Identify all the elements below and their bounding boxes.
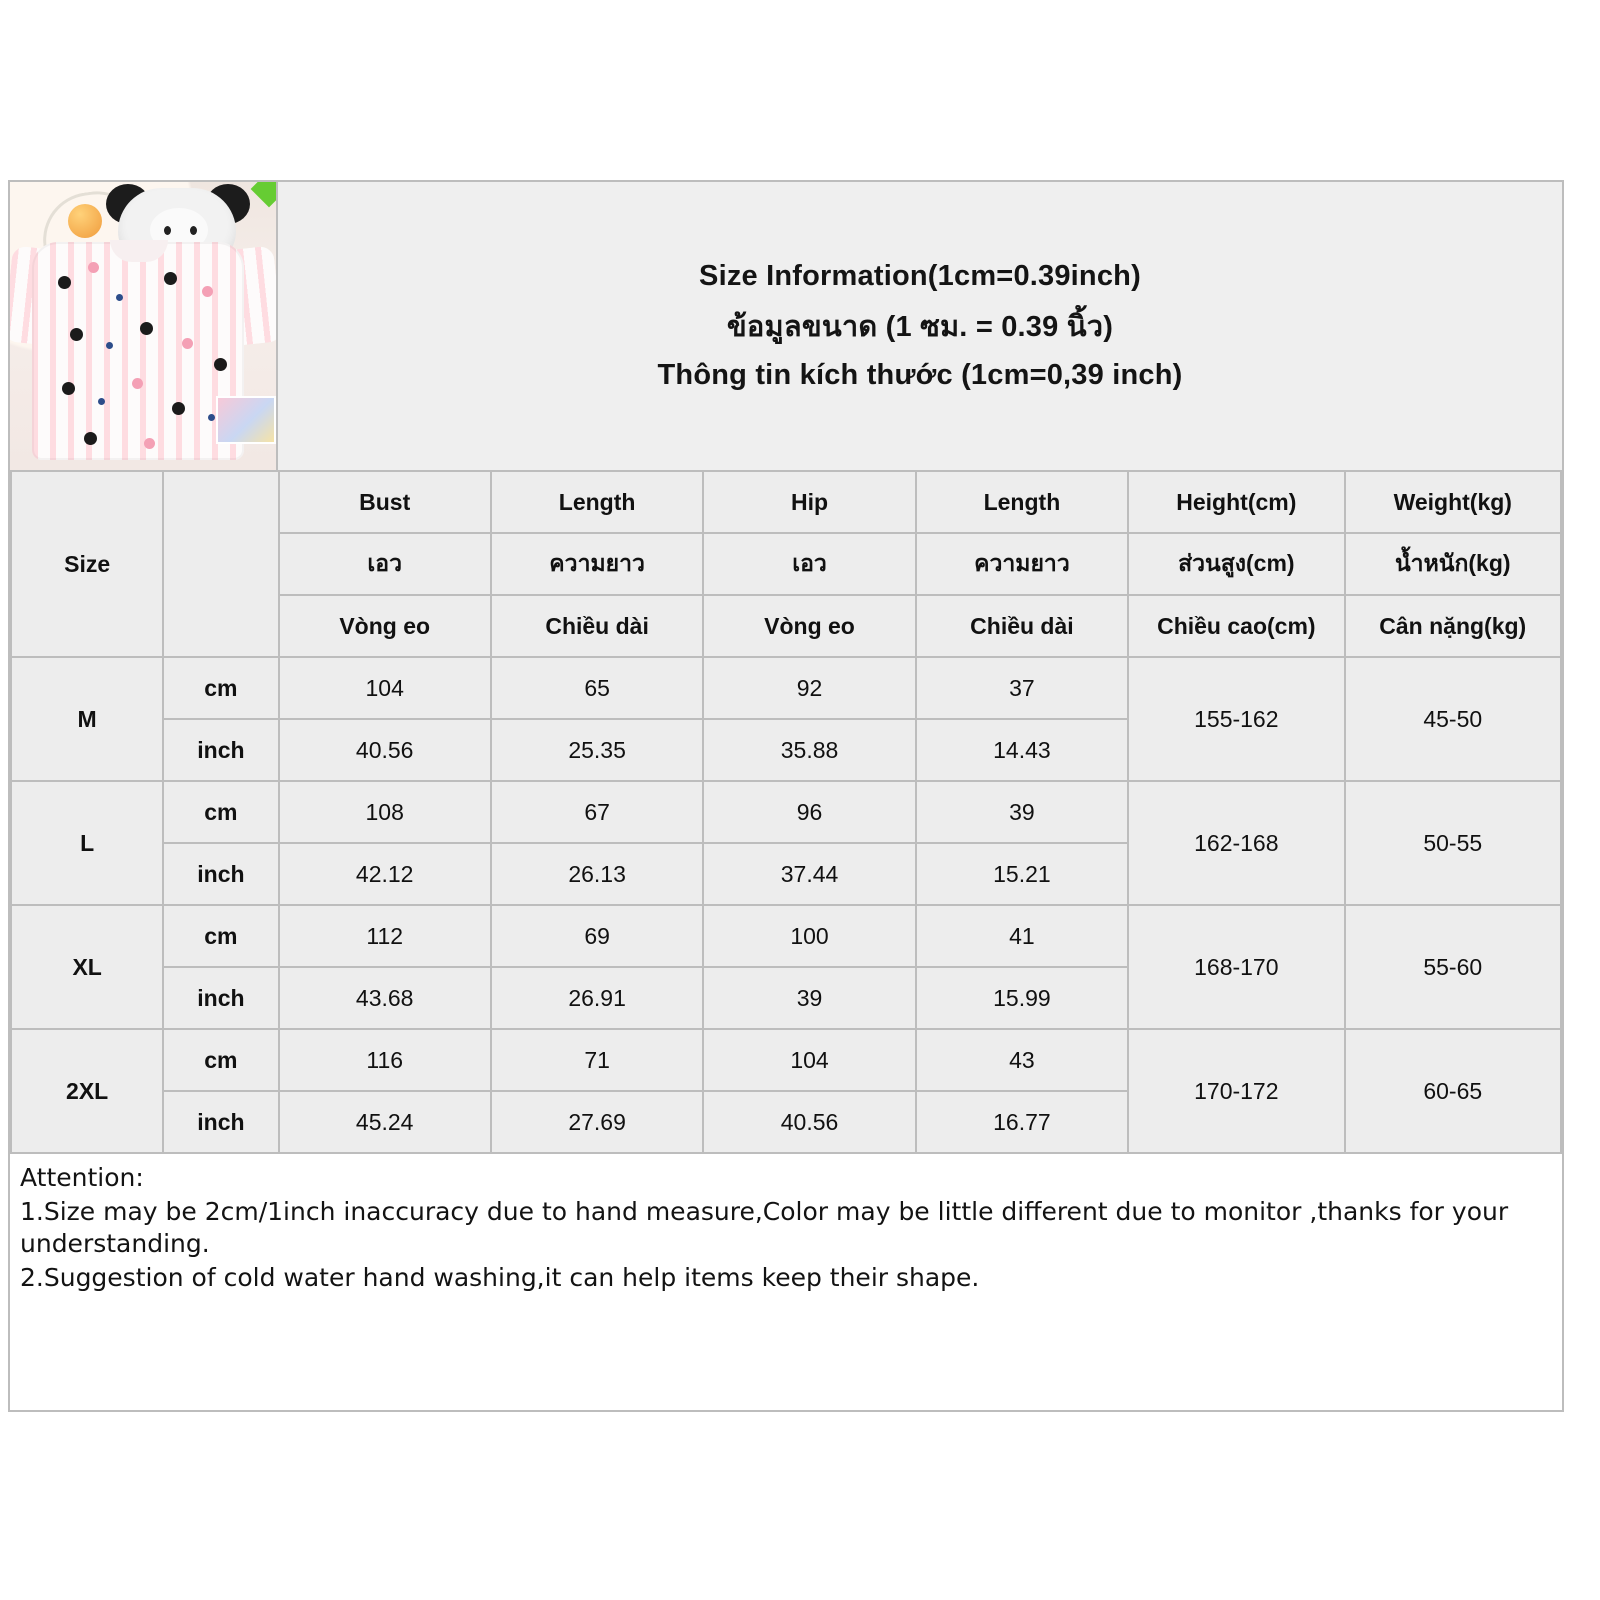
cell-l-cm-bust: 108 xyxy=(279,781,491,843)
pajama-shirt xyxy=(32,242,244,460)
row-unit-cm: cm xyxy=(163,781,278,843)
row-size-l: L xyxy=(11,781,163,905)
cell-l-cm-length2: 39 xyxy=(916,781,1128,843)
row-unit-inch: inch xyxy=(163,967,278,1029)
table-row xyxy=(11,1029,1561,1091)
print-dot xyxy=(140,322,153,335)
attention-note-2: 2.Suggestion of cold water hand washing,it can help items keep their shape. xyxy=(20,1263,980,1292)
cell-xl-cm-length1: 69 xyxy=(491,905,703,967)
header-weight-vi: Cân nặng(kg) xyxy=(1345,595,1561,657)
print-dot xyxy=(172,402,185,415)
print-dot xyxy=(144,438,155,449)
title-english: Size Information(1cm=0.39inch) xyxy=(699,260,1141,292)
print-dot xyxy=(88,262,99,273)
table-row xyxy=(11,905,1561,967)
print-dot xyxy=(164,272,177,285)
cell-2xl-cm-bust: 116 xyxy=(279,1029,491,1091)
title-thai: ข้อมูลขนาด (1 ซม. = 0.39 นิ้ว) xyxy=(726,311,1114,343)
hat-eye-right-icon xyxy=(190,226,197,235)
print-dot xyxy=(70,328,83,341)
print-dot xyxy=(116,294,123,301)
header-weight-en: Weight(kg) xyxy=(1345,471,1561,533)
cell-m-weight: 45-50 xyxy=(1345,657,1561,781)
cell-l-height: 162-168 xyxy=(1128,781,1344,905)
table-row xyxy=(11,657,1561,719)
table-header-row-en xyxy=(11,471,1561,533)
print-dot xyxy=(106,342,113,349)
print-dot xyxy=(214,358,227,371)
header-length2-vi: Chiều dài xyxy=(916,595,1128,657)
cell-2xl-height: 170-172 xyxy=(1128,1029,1344,1153)
cell-m-inch-hip: 35.88 xyxy=(703,719,915,781)
row-size-m: M xyxy=(11,657,163,781)
header-length2-th: ความยาว xyxy=(916,533,1128,595)
cell-xl-cm-length2: 41 xyxy=(916,905,1128,967)
row-unit-cm: cm xyxy=(163,657,278,719)
attention-block xyxy=(10,1154,1562,1294)
title-block xyxy=(278,182,1562,470)
cell-xl-cm-bust: 112 xyxy=(279,905,491,967)
row-size-xl: XL xyxy=(11,905,163,1029)
cell-m-height: 155-162 xyxy=(1128,657,1344,781)
cell-m-inch-length1: 25.35 xyxy=(491,719,703,781)
header-hip-th: เอว xyxy=(703,533,915,595)
print-dot xyxy=(182,338,193,349)
cell-m-inch-length2: 14.43 xyxy=(916,719,1128,781)
cell-l-cm-length1: 67 xyxy=(491,781,703,843)
size-table xyxy=(10,470,1562,1154)
hat-eye-left-icon xyxy=(164,226,171,235)
cell-2xl-inch-length2: 16.77 xyxy=(916,1091,1128,1153)
header-height-vi: Chiều cao(cm) xyxy=(1128,595,1344,657)
cell-xl-weight: 55-60 xyxy=(1345,905,1561,1029)
cell-xl-inch-hip: 39 xyxy=(703,967,915,1029)
attention-heading: Attention: xyxy=(20,1163,144,1192)
header-bust-en: Bust xyxy=(279,471,491,533)
cell-2xl-inch-bust: 45.24 xyxy=(279,1091,491,1153)
cell-l-cm-hip: 96 xyxy=(703,781,915,843)
row-unit-cm: cm xyxy=(163,905,278,967)
cell-xl-cm-hip: 100 xyxy=(703,905,915,967)
row-unit-inch: inch xyxy=(163,1091,278,1153)
cell-xl-inch-length1: 26.91 xyxy=(491,967,703,1029)
header-height-en: Height(cm) xyxy=(1128,471,1344,533)
product-photo xyxy=(10,182,278,470)
cell-2xl-inch-hip: 40.56 xyxy=(703,1091,915,1153)
row-size-2xl: 2XL xyxy=(11,1029,163,1153)
cell-2xl-inch-length1: 27.69 xyxy=(491,1091,703,1153)
cell-l-inch-bust: 42.12 xyxy=(279,843,491,905)
cell-l-inch-hip: 37.44 xyxy=(703,843,915,905)
header-height-th: ส่วนสูง(cm) xyxy=(1128,533,1344,595)
header-weight-th: น้ำหนัก(kg) xyxy=(1345,533,1561,595)
cell-l-weight: 50-55 xyxy=(1345,781,1561,905)
row-unit-inch: inch xyxy=(163,719,278,781)
size-column-title: Size xyxy=(11,471,163,657)
header-hip-vi: Vòng eo xyxy=(703,595,915,657)
header-band xyxy=(10,182,1562,470)
cell-m-cm-bust: 104 xyxy=(279,657,491,719)
title-vietnamese: Thông tin kích thước (1cm=0,39 inch) xyxy=(657,359,1183,391)
cell-m-inch-bust: 40.56 xyxy=(279,719,491,781)
cell-xl-inch-length2: 15.99 xyxy=(916,967,1128,1029)
cell-2xl-cm-length1: 71 xyxy=(491,1029,703,1091)
header-bust-th: เอว xyxy=(279,533,491,595)
header-hip-en: Hip xyxy=(703,471,915,533)
attention-note-1: 1.Size may be 2cm/1inch inaccuracy due to hand measure,Color may be little different due to monitor ,thanks for your understanding. xyxy=(20,1197,1509,1258)
cell-m-cm-hip: 92 xyxy=(703,657,915,719)
print-dot xyxy=(208,414,215,421)
cell-l-inch-length1: 26.13 xyxy=(491,843,703,905)
row-unit-inch: inch xyxy=(163,843,278,905)
cell-2xl-weight: 60-65 xyxy=(1345,1029,1561,1153)
header-length2-en: Length xyxy=(916,471,1128,533)
header-length1-th: ความยาว xyxy=(491,533,703,595)
print-dot xyxy=(132,378,143,389)
cell-2xl-cm-hip: 104 xyxy=(703,1029,915,1091)
print-dot xyxy=(62,382,75,395)
print-dot xyxy=(58,276,71,289)
size-chart-sheet xyxy=(8,180,1564,1412)
product-tag xyxy=(216,396,276,444)
cell-m-cm-length2: 37 xyxy=(916,657,1128,719)
header-length1-en: Length xyxy=(491,471,703,533)
header-length1-vi: Chiều dài xyxy=(491,595,703,657)
row-unit-cm: cm xyxy=(163,1029,278,1091)
header-bust-vi: Vòng eo xyxy=(279,595,491,657)
cell-xl-height: 168-170 xyxy=(1128,905,1344,1029)
cell-l-inch-length2: 15.21 xyxy=(916,843,1128,905)
pompom-icon xyxy=(68,204,102,238)
unit-column-title xyxy=(163,471,278,657)
print-dot xyxy=(84,432,97,445)
print-dot xyxy=(98,398,105,405)
table-row xyxy=(11,781,1561,843)
print-dot xyxy=(202,286,213,297)
cell-m-cm-length1: 65 xyxy=(491,657,703,719)
cell-xl-inch-bust: 43.68 xyxy=(279,967,491,1029)
cell-2xl-cm-length2: 43 xyxy=(916,1029,1128,1091)
